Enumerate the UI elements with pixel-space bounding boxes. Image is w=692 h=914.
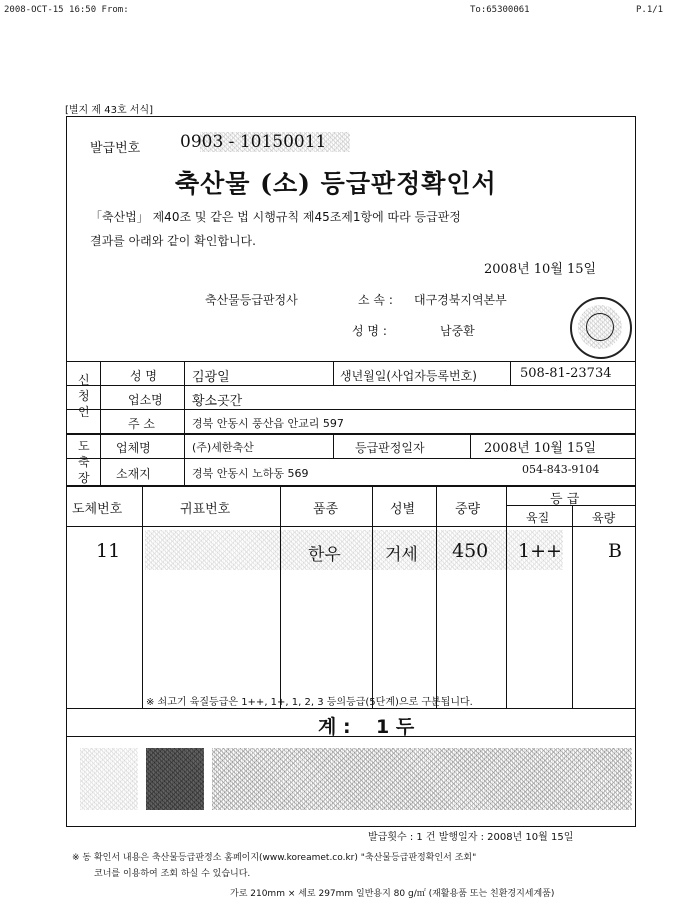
company-label: 업소명 (128, 393, 163, 407)
issue-date: 2008년 10월 15일 (484, 262, 597, 277)
slaughter-address-label: 소재지 (116, 467, 151, 481)
document-title: 축산물 (소) 등급판정확인서 (175, 169, 497, 198)
footer-notice-1: ※ 동 확인서 내용은 축산물등급판정소 홈페이지(www.koreamet.co.kr) "축산물등급판정확인서 조회" (72, 853, 477, 863)
header-ear-tag: 귀표번호 (180, 502, 231, 517)
paper-spec: 가로 210mm × 세로 297mm 일반용지 80 g/㎡ (재활용품 또는 친환경지세계품) (230, 889, 555, 899)
applicant-name-label: 성 명 (130, 369, 157, 383)
slaughterhouse-section-label: 도축장 (78, 439, 90, 485)
slaughter-company-label: 업체명 (116, 441, 151, 455)
sex: 거세 (385, 545, 418, 565)
header-quality: 육질 (526, 511, 550, 525)
company-name: 황소곳간 (192, 394, 243, 409)
grading-date-label: 등급판정일자 (355, 441, 425, 455)
security-pattern-2 (146, 748, 204, 810)
issue-number: 0903 - 10150011 (180, 132, 327, 152)
total-value: 1 두 (376, 716, 415, 738)
header-yield: 육량 (592, 511, 616, 525)
header-carcass-no: 도체번호 (72, 502, 123, 517)
applicant-section-label: 신청인 (78, 373, 90, 419)
header-breed: 품종 (313, 502, 339, 517)
header-grade: 등 급 (550, 492, 580, 507)
affiliation: 대구경북지역본부 (414, 293, 507, 307)
issue-number-smudge (200, 132, 350, 152)
inspector-role: 축산물등급판정사 (205, 293, 298, 307)
quality-grade: 1++ (518, 540, 562, 562)
footer-notice-2: 코너를 이용하여 조회 하실 수 있습니다. (94, 869, 251, 879)
affiliation-label: 소 속 : (358, 293, 393, 307)
row-smudge (145, 530, 563, 570)
carcass-no: 11 (96, 540, 121, 562)
intro-line-1: 「축산법」 제40조 및 같은 법 시행규칙 제45조제1항에 따라 등급판정 (90, 210, 461, 224)
fax-page: P.1/1 (636, 5, 664, 15)
form-label: [별지 제 43호 서식] (65, 105, 154, 116)
inspector-name: 남중환 (440, 324, 475, 338)
issue-count: 발급횟수 : 1 건 발행일자 : 2008년 10월 15일 (368, 832, 574, 843)
total-label: 계 : (318, 716, 351, 738)
slaughter-phone: 054-843-9104 (522, 463, 600, 476)
address-label: 주 소 (128, 417, 155, 431)
grading-date: 2008년 10월 15일 (484, 441, 597, 456)
fax-sender: 2008-OCT-15 16:50 From: (4, 5, 129, 15)
slaughter-address: 경북 안동시 노하동 569 (192, 467, 309, 480)
slaughter-company: (주)세한축산 (192, 441, 254, 454)
yield-grade: B (608, 540, 622, 562)
birth-label: 생년월일(사업자등록번호) (340, 369, 477, 383)
fax-recipient: To:65300061 (470, 5, 530, 15)
official-seal (570, 297, 632, 359)
intro-line-2: 결과를 아래와 같이 확인합니다. (90, 234, 256, 248)
breed: 한우 (308, 545, 341, 565)
birth-value: 508-81-23734 (520, 366, 612, 381)
header-sex: 성별 (390, 502, 416, 517)
applicant-address: 경북 안동시 풍산읍 안교리 597 (192, 417, 344, 430)
applicant-name: 김광일 (192, 370, 230, 385)
weight: 450 (452, 540, 489, 562)
grade-note: ※ 쇠고기 육질등급은 1++, 1+, 1, 2, 3 등의등급(5단계)으로 구분됩니다. (146, 697, 473, 708)
header-weight: 중량 (455, 502, 481, 517)
security-pattern-1 (80, 748, 138, 810)
security-pattern-3 (212, 748, 632, 810)
issue-number-label: 발급번호 (90, 141, 141, 156)
inspector-name-label: 성 명 : (352, 324, 387, 338)
